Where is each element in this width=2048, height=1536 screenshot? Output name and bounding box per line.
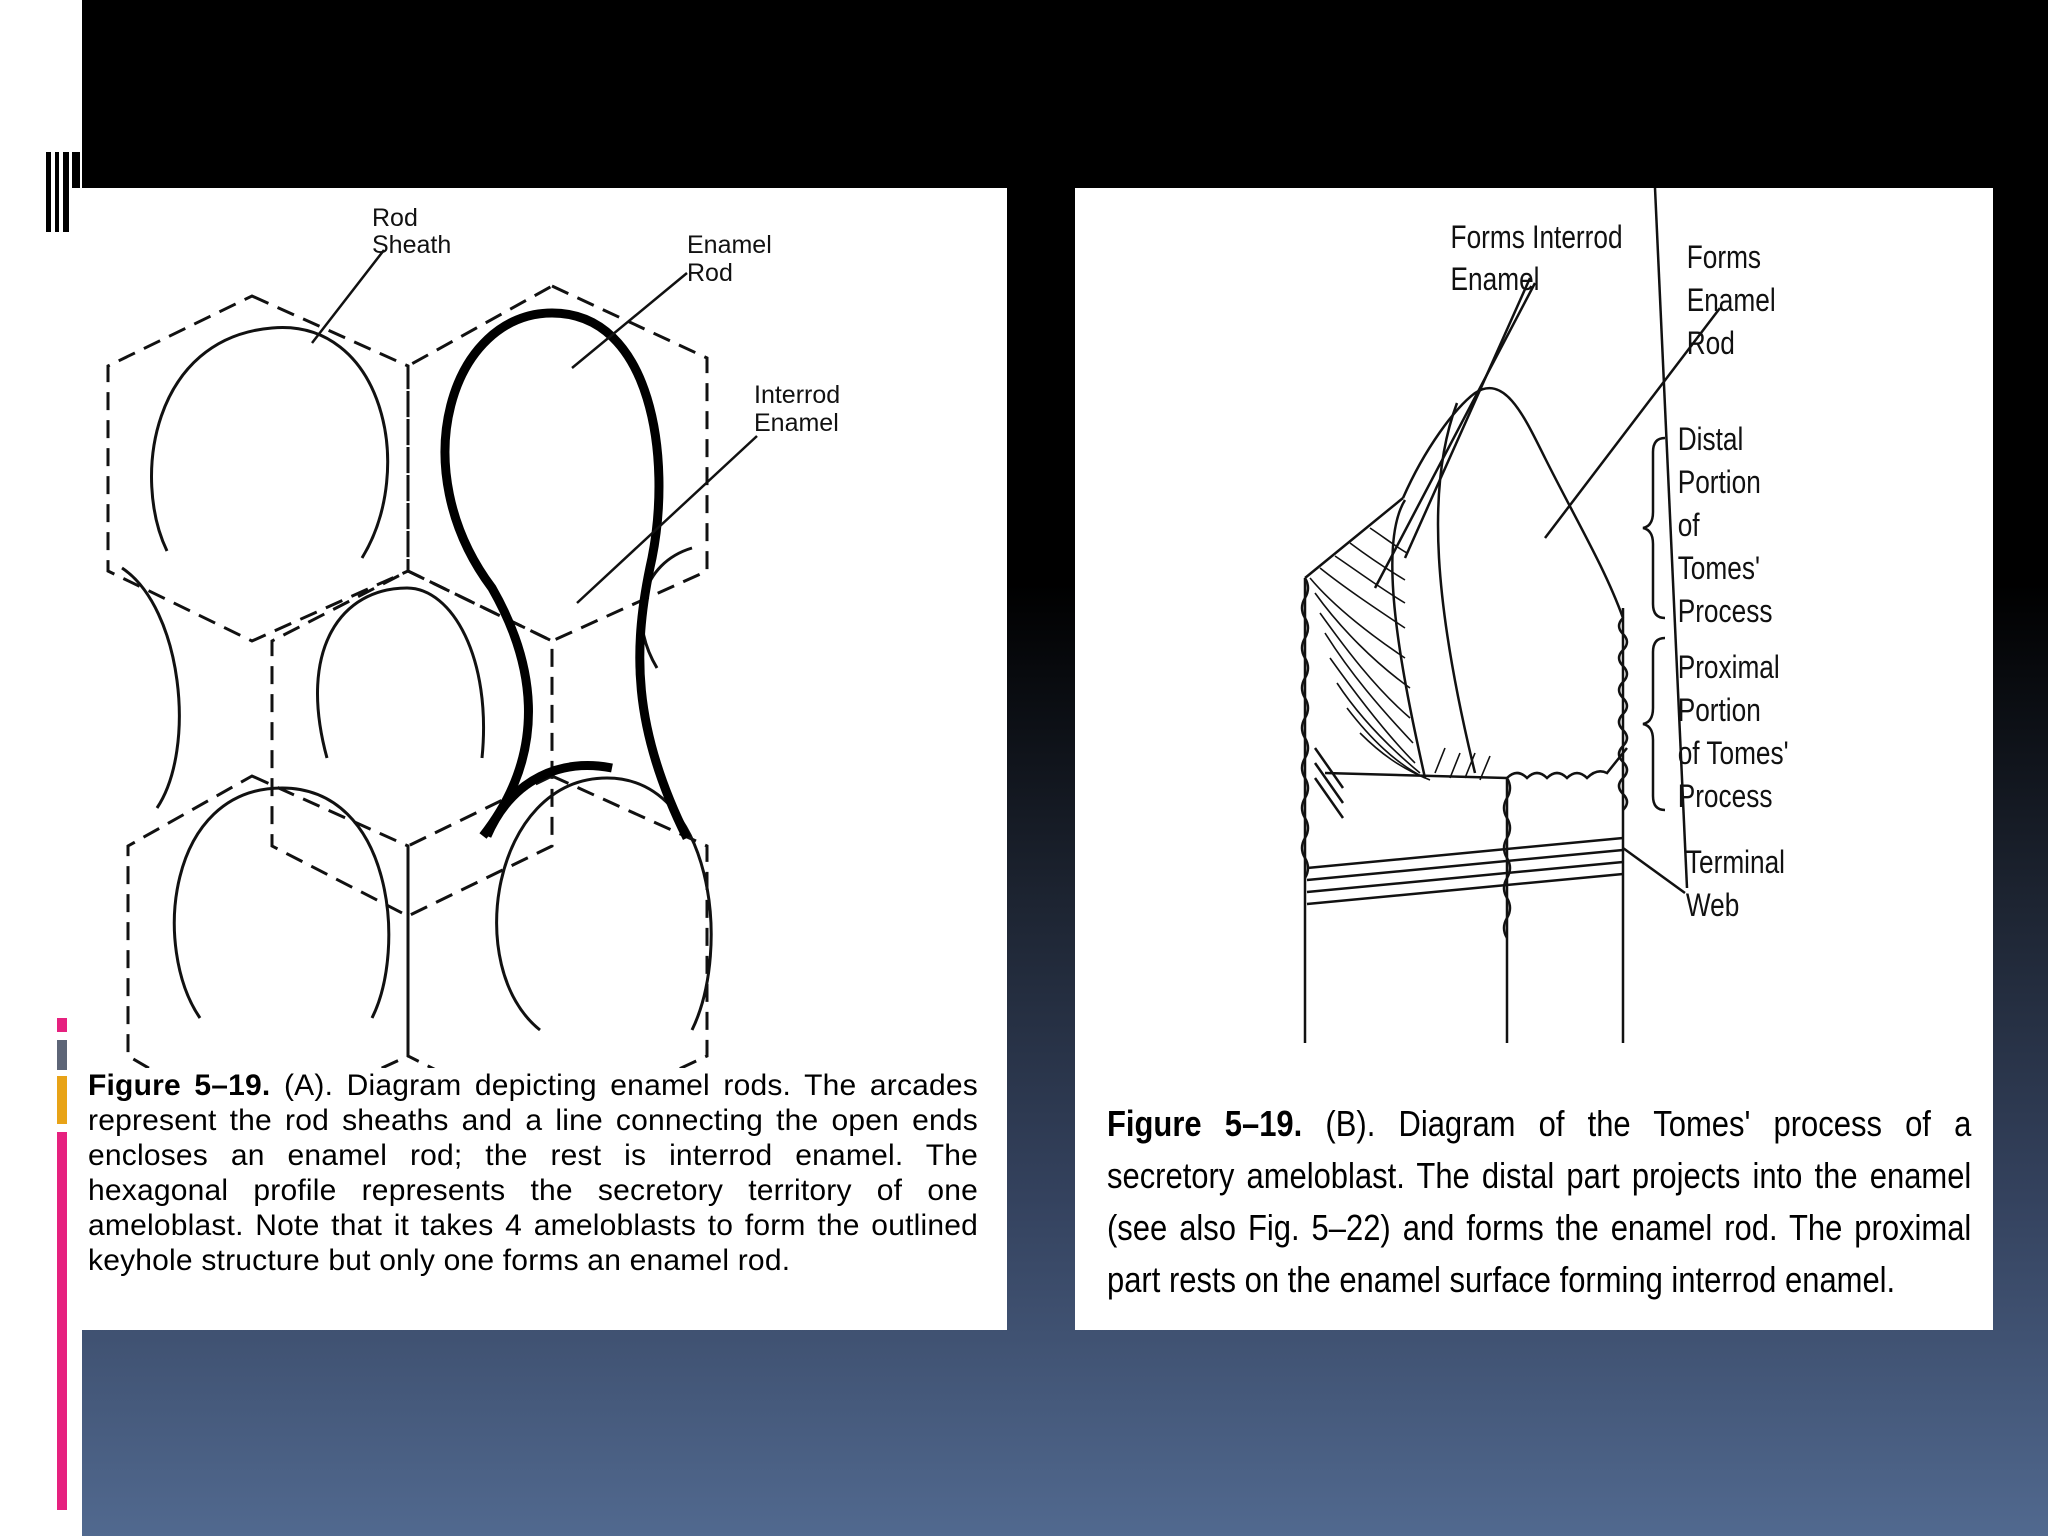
label-rod-sheath-1: Rod [372,204,418,232]
caption-a-text: (A). Diagram depicting enamel rods. The arcades represent the rod sheaths and a line connecting the open ends encloses an enamel rod; the rest is interrod enamel. The hexagonal profile represents the secretory territory of one ameloblast. Note that it takes 4 ameloblasts to form the outlined keyhole structure but only one forms an enamel rod. [88,1069,978,1277]
label-forms-rod-3: Rod [1686,326,1735,362]
tomes-process-diagram [1075,188,1993,1088]
label-proximal-1: Proximal [1677,650,1780,686]
enamel-rod-diagram [72,188,1007,1068]
hexagon-territories [108,286,707,1068]
enamel-rod-outline [445,313,687,838]
label-proximal-3: of Tomes' [1677,736,1789,772]
label-enamel-rod-2: Rod [687,259,733,287]
accent-bar-slate [57,1040,67,1070]
label-forms-rod-2: Enamel [1686,283,1776,319]
label-forms-interrod-1: Forms Interrod [1450,220,1623,256]
label-rod-sheath-2: Sheath [372,231,452,259]
label-proximal-4: Process [1677,779,1773,815]
ameloblast-outline [1302,388,1627,1043]
label-terminal-web-1: Terminal [1685,845,1786,881]
caption-b [1107,1098,1971,1306]
figure-panel-a [72,188,1007,1330]
label-distal-4: Tomes' [1677,551,1760,587]
caption-a-figure-number: Figure 5–19. [88,1069,271,1102]
figure-panel-b [1075,188,1993,1330]
label-distal-5: Process [1677,594,1773,630]
label-proximal-2: Portion [1677,693,1761,729]
accent-bar-pink-top [57,1018,67,1032]
label-interrod-2: Enamel [754,409,839,437]
label-distal-2: Portion [1677,465,1761,501]
accent-bar-gold [57,1076,67,1124]
caption-b-figure-number: Figure 5–19. [1107,1103,1303,1144]
leader-lines-b [1375,188,1720,888]
label-forms-rod-1: Forms [1686,240,1762,276]
left-white-strip [0,0,82,1536]
label-distal-1: Distal [1677,422,1744,458]
interrod-hatching [1310,528,1490,780]
label-interrod-1: Interrod [754,381,841,409]
rod-sheaths [122,328,711,1030]
label-enamel-rod-1: Enamel [687,231,772,259]
label-terminal-web-2: Web [1685,888,1740,924]
accent-bar-pink-long [57,1132,67,1510]
caption-a [88,1068,978,1278]
enamel-rod-base [487,766,612,836]
label-distal-3: of [1677,508,1700,544]
caption-b-text: (B). Diagram of the Tomes' process of a secretory ameloblast. The distal part projects into the enamel (see also Fig. 5–22) and forms the enamel rod. The proximal part rests on the enamel surface forming interrod enamel. [1107,1103,1972,1300]
braces [1643,438,1665,810]
label-forms-interrod-2: Enamel [1450,262,1540,298]
